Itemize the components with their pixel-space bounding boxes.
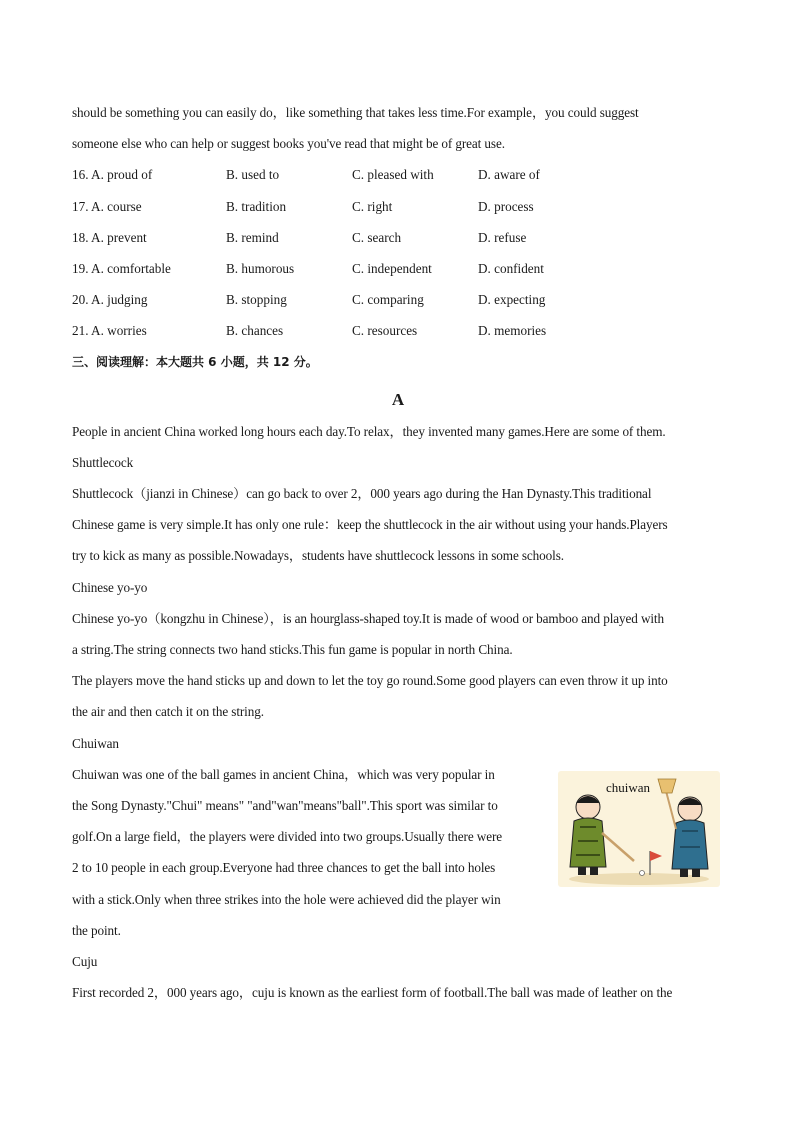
option-a: 17. A. course [72,198,142,214]
passage-title: A [391,389,405,409]
intro-line-1: should be something you can easily do，like something that takes less time.For example，you could suggest [72,105,639,120]
option-c: C. pleased with [352,167,434,183]
shuttlecock-line-3: try to kick as many as possible.Nowadays，students have shuttlecock lessons in some schools. [72,548,564,564]
option-b: B. stopping [226,292,287,308]
question-17 [72,191,724,222]
chuiwan-line-1: Chuiwan was one of the ball games in ancient China，which was very popular in [72,766,495,782]
passage-intro: People in ancient China worked long hours each day.To relax，they invented many games.Here are some of them. [72,423,666,439]
option-a: 21. A. worries [72,323,147,339]
option-b: B. chances [226,323,284,339]
shuttlecock-line-2: Chinese game is very simple.It has only one rule：keep the shuttlecock in the air without using your hands.Players [72,517,668,533]
chuiwan-line-6: the point. [72,922,121,938]
option-c: C. right [352,198,393,214]
subheading-yoyo: Chinese yo-yo [72,579,148,595]
chuiwan-line-3: golf.On a large field，the players were divided into two groups.Usually there were [72,829,503,845]
cuju-line-1: First recorded 2，000 years ago，cuju is known as the earliest form of football.The ball was made of leather on the [72,985,673,1001]
yoyo-line-3: The players move the hand sticks up and down to let the toy go round.Some good players can even throw it up into [72,673,668,689]
chuiwan-illustration [558,771,720,887]
subheading-cuju: Cuju [72,953,98,969]
option-d: D. memories [478,323,547,339]
option-c: C. comparing [352,292,424,308]
chuiwan-line-2: the Song Dynasty."Chui" means" "and"wan"means"ball".This sport was similar to [72,797,498,813]
option-d: D. confident [478,260,544,276]
chuiwan-line-5: with a stick.Only when three strikes into the hole were achieved did the player win [72,891,501,907]
option-c: C. search [352,229,402,245]
yoyo-line-4: the air and then catch it on the string. [72,704,264,720]
option-a: 16. A. proud of [72,167,153,183]
option-d: D. refuse [478,229,527,245]
option-a: 18. A. prevent [72,229,147,245]
option-c: C. resources [352,323,418,339]
option-d: D. aware of [478,167,540,183]
shuttlecock-line-1: Shuttlecock（jianzi in Chinese）can go back to over 2，000 years ago during the Han Dynasty.This traditional [72,486,652,502]
option-b: B. humorous [226,260,295,276]
subheading-shuttlecock: Shuttlecock [72,454,134,470]
question-16 [72,159,724,190]
section-heading: 三、阅读理解：本大题共 6 小题，共 12 分。 [72,354,318,369]
option-c: C. independent [352,260,432,276]
subheading-chuiwan: Chuiwan [72,735,119,751]
option-a: 19. A. comfortable [72,260,171,276]
chuiwan-line-4: 2 to 10 people in each group.Everyone had three chances to get the ball into holes [72,860,496,876]
question-19 [72,253,724,284]
question-21 [72,315,724,346]
yoyo-line-2: a string.The string connects two hand sticks.This fun game is popular in north China. [72,642,513,657]
question-18 [72,222,724,253]
yoyo-line-1: Chinese yo-yo（kongzhu in Chinese），is an hourglass-shaped toy.It is made of wood or bamboo and played with [72,610,664,626]
option-b: B. used to [226,167,280,183]
option-d: D. expecting [478,292,546,308]
option-b: B. remind [226,229,279,245]
option-d: D. process [478,198,534,214]
option-a: 20. A. judging [72,292,148,308]
question-20 [72,284,724,315]
figure-label: chuiwan [606,780,651,795]
intro-line-2: someone else who can help or suggest books you've read that might be of great use. [72,136,505,152]
option-b: B. tradition [226,198,287,214]
